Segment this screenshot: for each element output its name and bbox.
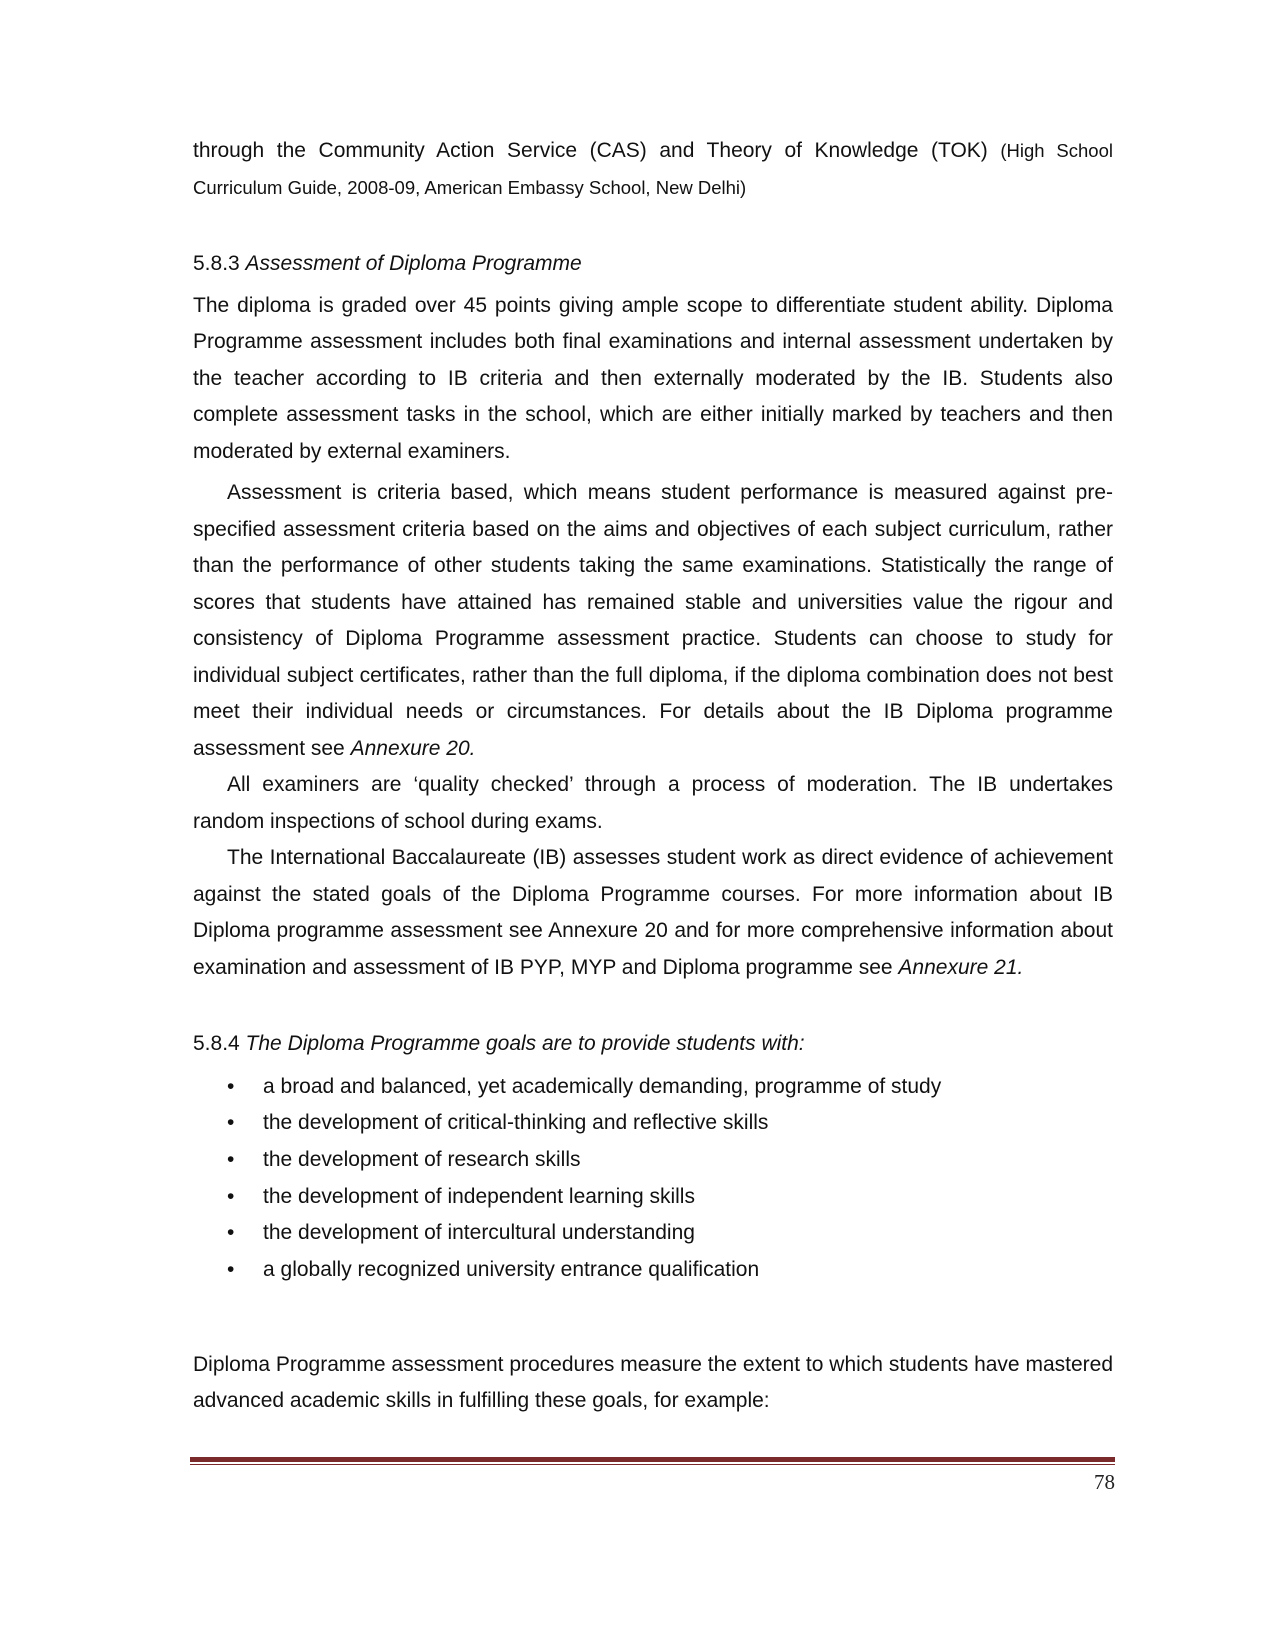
section-583-number: 5.8.3 <box>193 252 246 275</box>
goal-text: the development of independent learning skills <box>263 1184 695 1208</box>
closing-paragraph: Diploma Programme assessment procedures measure the extent to which students have mastered advanced academic skills in fulfilling these goals, for example: <box>193 1352 1113 1413</box>
bullet-icon: • <box>227 1258 235 1282</box>
bullet-icon: • <box>227 1147 235 1171</box>
goal-text: the development of research skills <box>263 1147 581 1171</box>
section-583-paragraph-2 <box>193 475 1113 767</box>
annexure-20-reference: Annexure 20. <box>350 736 476 760</box>
goals-list <box>193 1069 1113 1289</box>
bullet-icon: • <box>227 1221 235 1245</box>
goal-text: the development of intercultural understanding <box>263 1221 695 1245</box>
page-body <box>193 133 1113 1420</box>
intro-paragraph <box>193 133 1113 206</box>
footer-rule <box>190 1457 1115 1465</box>
goal-text: the development of critical-thinking and reflective skills <box>263 1111 769 1135</box>
section-584-heading <box>193 1026 1113 1063</box>
list-item <box>193 1142 1113 1179</box>
section-583-paragraph-3: All examiners are ‘quality checked’ through a process of moderation. The IB undertakes random inspections of school during exams. <box>193 773 1113 833</box>
section-583-heading <box>193 246 1113 283</box>
paragraph-2-text: Assessment is criteria based, which means student performance is measured against pre-specified assessment criteria based on the aims and objectives of each subject curriculum, rather than the performance of other students taking the same examinations. Statistically the range of scores that students have attained has remained stable and universities value the rigour and consistency of Diploma Programme assessment practice. Students can choose to study for individual subject certificates, rather than the full diploma, if the diploma combination does not best meet their individual needs or circumstances. For details about the IB Diploma programme assessment see <box>193 481 1113 760</box>
bullet-icon: • <box>227 1111 235 1135</box>
page-number: 78 <box>1094 1470 1115 1494</box>
intro-citation: (High School Curriculum Guide, 2008-09, American Embassy School, New Delhi) <box>193 140 1113 198</box>
list-item <box>193 1252 1113 1289</box>
list-item <box>193 1215 1113 1252</box>
list-item <box>193 1105 1113 1142</box>
section-584-title: The Diploma Programme goals are to provide students with: <box>245 1032 805 1055</box>
paragraph-4-text: The International Baccalaureate (IB) assesses student work as direct evidence of achievement against the stated goals of the Diploma Programme courses. For more information about IB Diploma programme assessment see Annexure 20 and for more comprehensive information about examination and assessment of IB PYP, MYP and Diploma programme see <box>193 846 1113 979</box>
list-item <box>193 1069 1113 1106</box>
bullet-icon: • <box>227 1184 235 1208</box>
footer-rule-thick <box>190 1457 1115 1462</box>
section-583-paragraph-4 <box>193 840 1113 986</box>
goal-text: a broad and balanced, yet academically demanding, programme of study <box>263 1074 942 1098</box>
footer-rule-thin <box>190 1464 1115 1465</box>
annexure-21-reference: Annexure 21. <box>898 955 1024 979</box>
section-583-title: Assessment of Diploma Programme <box>245 252 582 275</box>
section-583-paragraph-1: The diploma is graded over 45 points giving ample scope to differentiate student ability. Diploma Programme assessment includes both final examinations and internal assessment undertaken by the teacher according to IB criteria and then externally moderated by the IB. Students also complete assessment tasks in the school, which are either initially marked by teachers and then moderated by external examiners. <box>193 293 1113 463</box>
section-584-number: 5.8.4 <box>193 1032 246 1055</box>
intro-text: through the Community Action Service (CAS) and Theory of Knowledge (TOK) <box>193 139 1001 162</box>
list-item <box>193 1179 1113 1216</box>
goal-text: a globally recognized university entrance qualification <box>263 1258 760 1282</box>
bullet-icon: • <box>227 1074 235 1098</box>
